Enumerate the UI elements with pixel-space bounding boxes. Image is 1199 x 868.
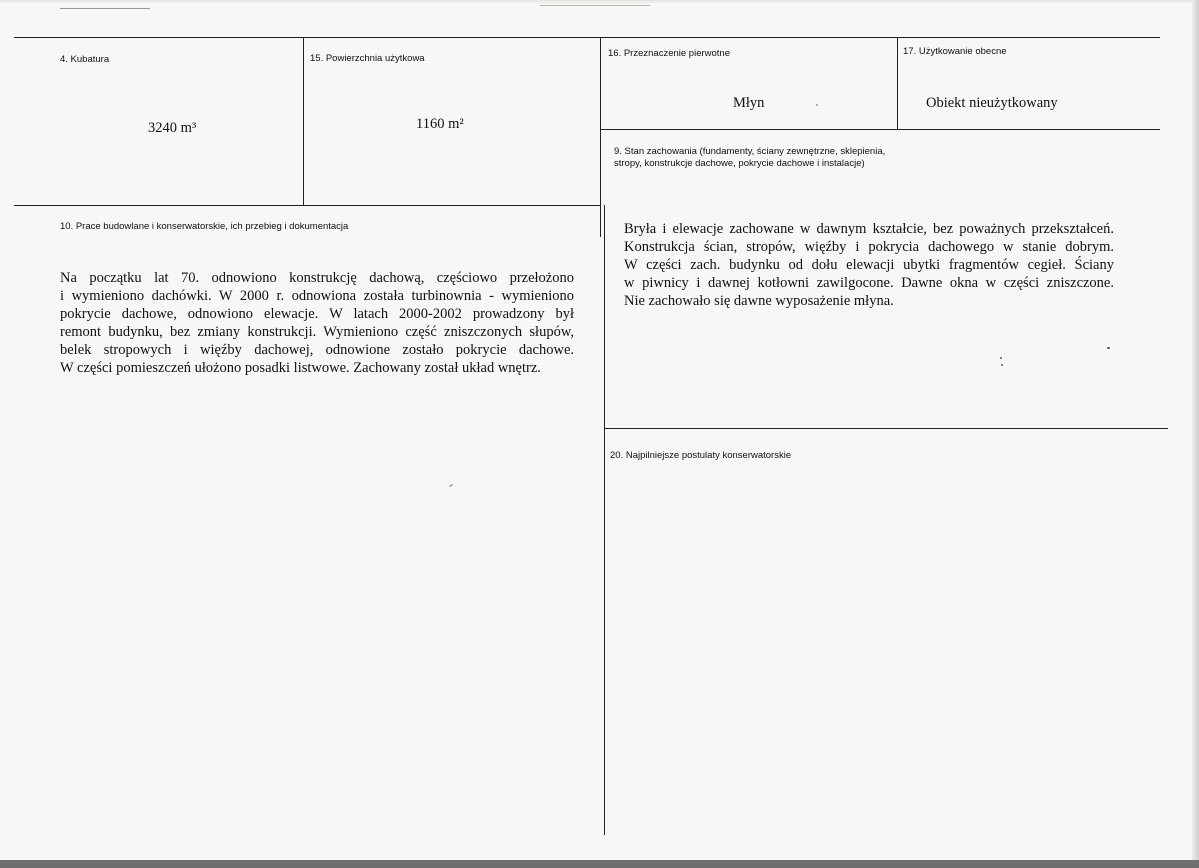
scan-edge-bottom	[0, 860, 1199, 868]
column-divider-main-lower	[604, 205, 605, 835]
prace-text-line: remont budynku, bez zmiany konstrukcji. Wymieniono część zniszczonych słupów,	[60, 324, 574, 340]
uzytkowanie-label: 17. Użytkowanie obecne	[903, 46, 1007, 57]
scan-edge-right	[1192, 0, 1199, 868]
prace-text-line: i wymieniono dachówki. W 2000 r. odnowiona została turbinownia - wymieniono	[60, 288, 574, 304]
stan-label	[614, 146, 885, 170]
przeznaczenie-value: Młyn	[733, 95, 765, 111]
column-divider-left	[303, 37, 304, 205]
stan-text-line: w piwnicy i dawnej kotłowni zawilgocone. Dawne okna w części zniszczone.	[624, 275, 1114, 291]
prace-text-line: Na początku lat 70. odnowiono konstrukcję dachową, częściowo przełożono	[60, 270, 574, 286]
kubatura-value: 3240 m³	[148, 120, 197, 136]
stan-text-line: Bryła i elewacje zachowane w dawnym kształcie, bez poważnych przekształceń.	[624, 221, 1114, 237]
postulaty-label: 20. Najpilniejsze postulaty konserwatorskie	[610, 450, 792, 461]
stan-text-line: W części zach. budynku od dołu elewacji ubytki fragmentów cegieł. Ściany	[624, 257, 1114, 273]
scan-mark	[60, 8, 150, 9]
prace-text-line: W części pomieszczeń ułożono posadki listwowe. Zachowany został układ wnętrz.	[60, 360, 541, 376]
scan-mark	[540, 5, 650, 6]
column-divider-main-upper	[600, 37, 601, 237]
prace-label: 10. Prace budowlane i konserwatorskie, ich przebieg i dokumentacja	[60, 221, 349, 232]
powierzchnia-value: 1160 m²	[416, 116, 464, 132]
scan-speck	[449, 484, 453, 487]
stan-text	[624, 220, 1114, 310]
scan-edge-top	[0, 0, 1199, 4]
scan-speck	[1000, 357, 1002, 359]
scan-speck	[1001, 364, 1003, 366]
kubatura-label: 4. Kubatura	[60, 54, 110, 65]
stan-label-line: stropy, konstrukcje dachowe, pokrycie dachowe i instalacje)	[614, 158, 865, 169]
stan-text-line: Konstrukcja ścian, stropów, więźby i pokrycia dachowego w stanie dobrym.	[624, 239, 1114, 255]
prace-text-line: belek stropowych i więźby dachowej, odnowione zostało pokrycie dachowe.	[60, 342, 574, 358]
table-border-top	[14, 37, 1160, 38]
scan-speck	[816, 104, 818, 106]
row-divider-right-top	[600, 129, 1160, 130]
prace-text	[60, 269, 574, 377]
row-divider-left	[14, 205, 600, 206]
powierzchnia-label: 15. Powierzchnia użytkowa	[310, 53, 425, 64]
scan-speck	[1107, 347, 1110, 349]
row-divider-right-bottom	[604, 428, 1168, 429]
prace-text-line: pokrycie dachowe, odnowiono elewacje. W latach 2000-2002 prowadzony był	[60, 306, 574, 322]
stan-text-line: Nie zachowało się dawne wyposażenie młyna.	[624, 293, 894, 309]
stan-label-line: 9. Stan zachowania (fundamenty, ściany zewnętrzne, sklepienia,	[614, 146, 886, 157]
uzytkowanie-value: Obiekt nieużytkowany	[926, 95, 1058, 111]
column-divider-right	[897, 37, 898, 129]
przeznaczenie-label: 16. Przeznaczenie pierwotne	[608, 48, 730, 59]
